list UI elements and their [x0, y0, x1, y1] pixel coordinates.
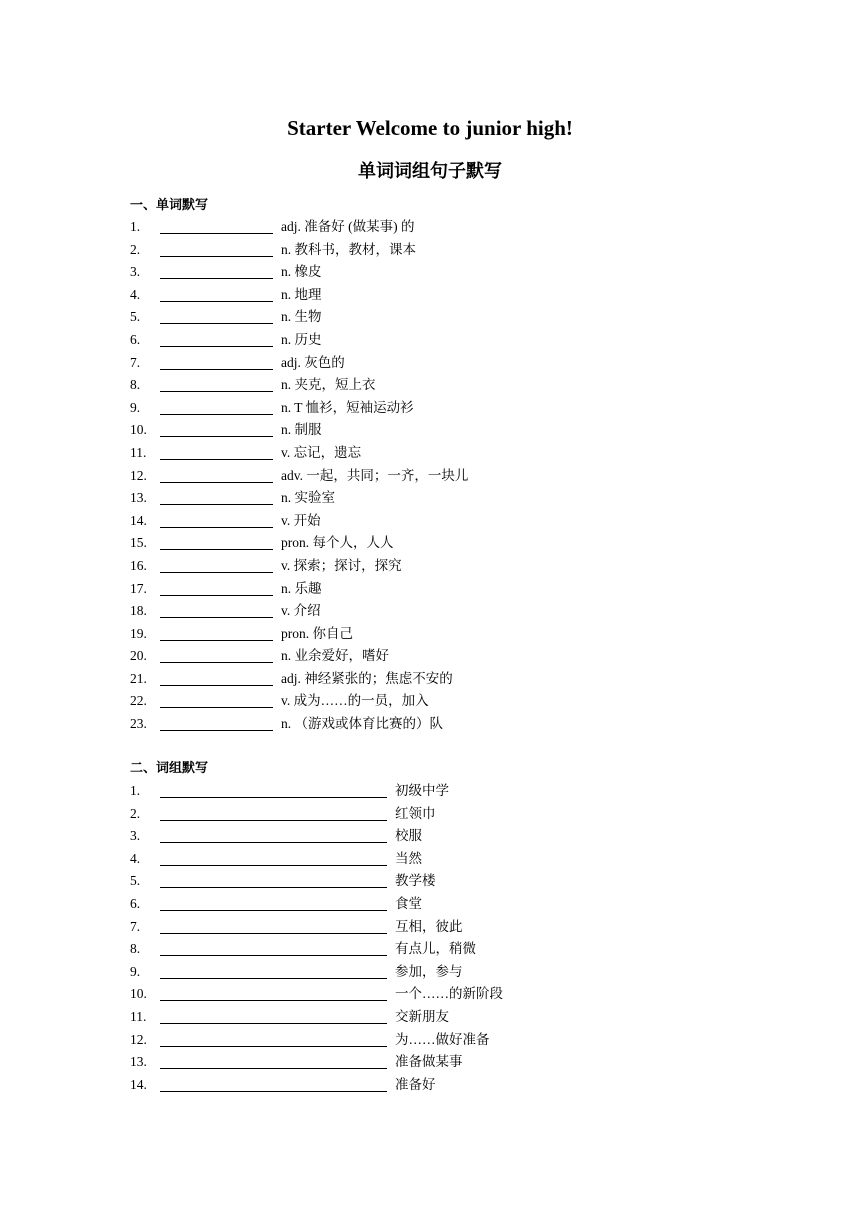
answer-blank[interactable]: [160, 865, 387, 866]
item-number: 14.: [130, 1076, 147, 1092]
answer-blank[interactable]: [160, 617, 273, 618]
item-definition: pron. 每个人，人人: [281, 535, 394, 551]
answer-blank[interactable]: [160, 256, 273, 257]
answer-blank[interactable]: [160, 1000, 387, 1001]
item-number: 10.: [130, 422, 147, 438]
answer-blank[interactable]: [160, 572, 273, 573]
item-definition: 初级中学: [395, 783, 449, 798]
item-number: 20.: [130, 648, 147, 664]
answer-blank[interactable]: [160, 369, 273, 370]
item-number: 13.: [130, 490, 147, 506]
answer-blank[interactable]: [160, 459, 273, 460]
item-definition: n. 历史: [281, 331, 322, 347]
item-number: 14.: [130, 512, 147, 528]
answer-blank[interactable]: [160, 233, 273, 234]
item-number: 12.: [130, 467, 147, 483]
item-number: 2.: [130, 241, 141, 257]
answer-blank[interactable]: [160, 323, 273, 324]
item-definition: 为……做好准备: [395, 1031, 490, 1047]
item-definition: n. 教科书，教材，课本: [281, 241, 416, 257]
item-number: 15.: [130, 535, 147, 551]
item-number: 11.: [130, 1008, 147, 1024]
answer-blank[interactable]: [160, 887, 387, 888]
answer-blank[interactable]: [160, 346, 273, 347]
item-number: 16.: [130, 557, 147, 573]
item-number: 23.: [130, 716, 147, 732]
item-definition: 准备做某事: [395, 1054, 463, 1070]
answer-blank[interactable]: [160, 1046, 387, 1047]
page-subtitle: 单词词组句子默写: [358, 161, 502, 182]
answer-blank[interactable]: [160, 685, 273, 686]
answer-blank[interactable]: [160, 1023, 387, 1024]
answer-blank[interactable]: [160, 933, 387, 934]
answer-blank[interactable]: [160, 278, 273, 279]
item-number: 3.: [130, 264, 141, 280]
item-number: 19.: [130, 625, 147, 641]
item-definition: 校服: [395, 828, 422, 844]
item-number: 17.: [130, 580, 147, 596]
item-definition: v. 开始: [281, 512, 321, 528]
item-number: 4.: [130, 286, 141, 302]
item-definition: 教学楼: [395, 873, 436, 889]
item-number: 3.: [130, 828, 141, 844]
item-number: 7.: [130, 354, 141, 370]
item-definition: v. 忘记，遗忘: [281, 444, 362, 460]
item-definition: v. 成为……的一员，加入: [281, 693, 429, 709]
item-number: 8.: [130, 377, 141, 393]
answer-blank[interactable]: [160, 595, 273, 596]
answer-blank[interactable]: [160, 955, 387, 956]
item-number: 5.: [130, 873, 141, 889]
answer-blank[interactable]: [160, 1068, 387, 1069]
item-number: 1.: [130, 219, 141, 234]
item-definition: 参加，参与: [395, 963, 463, 979]
item-number: 21.: [130, 670, 147, 686]
answer-blank[interactable]: [160, 730, 273, 731]
item-number: 7.: [130, 918, 141, 934]
item-number: 9.: [130, 399, 141, 415]
item-definition: n. 业余爱好，嗜好: [281, 648, 389, 664]
item-definition: adj. 准备好 (做某事) 的: [281, 219, 415, 234]
answer-blank[interactable]: [160, 301, 273, 302]
item-definition: 准备好: [395, 1076, 436, 1092]
answer-blank[interactable]: [160, 391, 273, 392]
item-number: 6.: [130, 331, 141, 347]
item-number: 10.: [130, 986, 147, 1002]
item-definition: 当然: [395, 850, 422, 866]
answer-blank[interactable]: [160, 436, 273, 437]
item-definition: 有点儿，稍微: [395, 941, 476, 957]
item-definition: n. 实验室: [281, 490, 335, 506]
item-definition: n. 地理: [281, 286, 322, 302]
item-number: 5.: [130, 309, 141, 325]
answer-blank[interactable]: [160, 482, 273, 483]
item-definition: n. 生物: [281, 309, 322, 325]
item-number: 4.: [130, 850, 141, 866]
page-title: Starter Welcome to junior high!: [287, 116, 573, 140]
answer-blank[interactable]: [160, 414, 273, 415]
answer-blank[interactable]: [160, 797, 387, 798]
item-definition: n. T 恤衫，短袖运动衫: [281, 399, 414, 415]
item-number: 13.: [130, 1054, 147, 1070]
item-definition: 互相，彼此: [395, 918, 463, 934]
item-definition: 食堂: [395, 895, 422, 911]
item-definition: 交新朋友: [395, 1008, 449, 1024]
item-definition: n. 夹克，短上衣: [281, 377, 376, 393]
item-definition: n. （游戏或体育比赛的）队: [281, 716, 443, 732]
item-definition: n. 橡皮: [281, 264, 322, 280]
item-number: 2.: [130, 805, 141, 821]
answer-blank[interactable]: [160, 640, 273, 641]
words-section-heading: 一、单词默写: [130, 198, 209, 213]
item-definition: v. 探索；探讨，探究: [281, 557, 402, 573]
item-number: 1.: [130, 783, 141, 798]
item-definition: 一个……的新阶段: [395, 986, 503, 1002]
answer-blank[interactable]: [160, 504, 273, 505]
answer-blank[interactable]: [160, 527, 273, 528]
answer-blank[interactable]: [160, 662, 273, 663]
answer-blank[interactable]: [160, 549, 273, 550]
item-definition: 红领巾: [395, 805, 436, 821]
answer-blank[interactable]: [160, 1091, 387, 1092]
item-definition: n. 乐趣: [281, 580, 322, 596]
answer-blank[interactable]: [160, 707, 273, 708]
item-number: 18.: [130, 603, 147, 619]
item-definition: adj. 神经紧张的；焦虑不安的: [281, 670, 453, 686]
item-number: 22.: [130, 693, 147, 709]
phrases-section-heading: 二、词组默写: [130, 761, 209, 776]
item-definition: adv. 一起，共同；一齐，一块儿: [281, 467, 469, 483]
item-definition: n. 制服: [281, 422, 322, 438]
item-number: 6.: [130, 895, 141, 911]
item-number: 9.: [130, 963, 141, 979]
answer-blank[interactable]: [160, 978, 387, 979]
item-number: 12.: [130, 1031, 147, 1047]
item-definition: pron. 你自己: [281, 625, 353, 641]
item-definition: adj. 灰色的: [281, 354, 345, 370]
answer-blank[interactable]: [160, 842, 387, 843]
answer-blank[interactable]: [160, 820, 387, 821]
answer-blank[interactable]: [160, 910, 387, 911]
item-number: 8.: [130, 941, 141, 957]
item-definition: v. 介绍: [281, 603, 321, 619]
item-number: 11.: [130, 444, 147, 460]
